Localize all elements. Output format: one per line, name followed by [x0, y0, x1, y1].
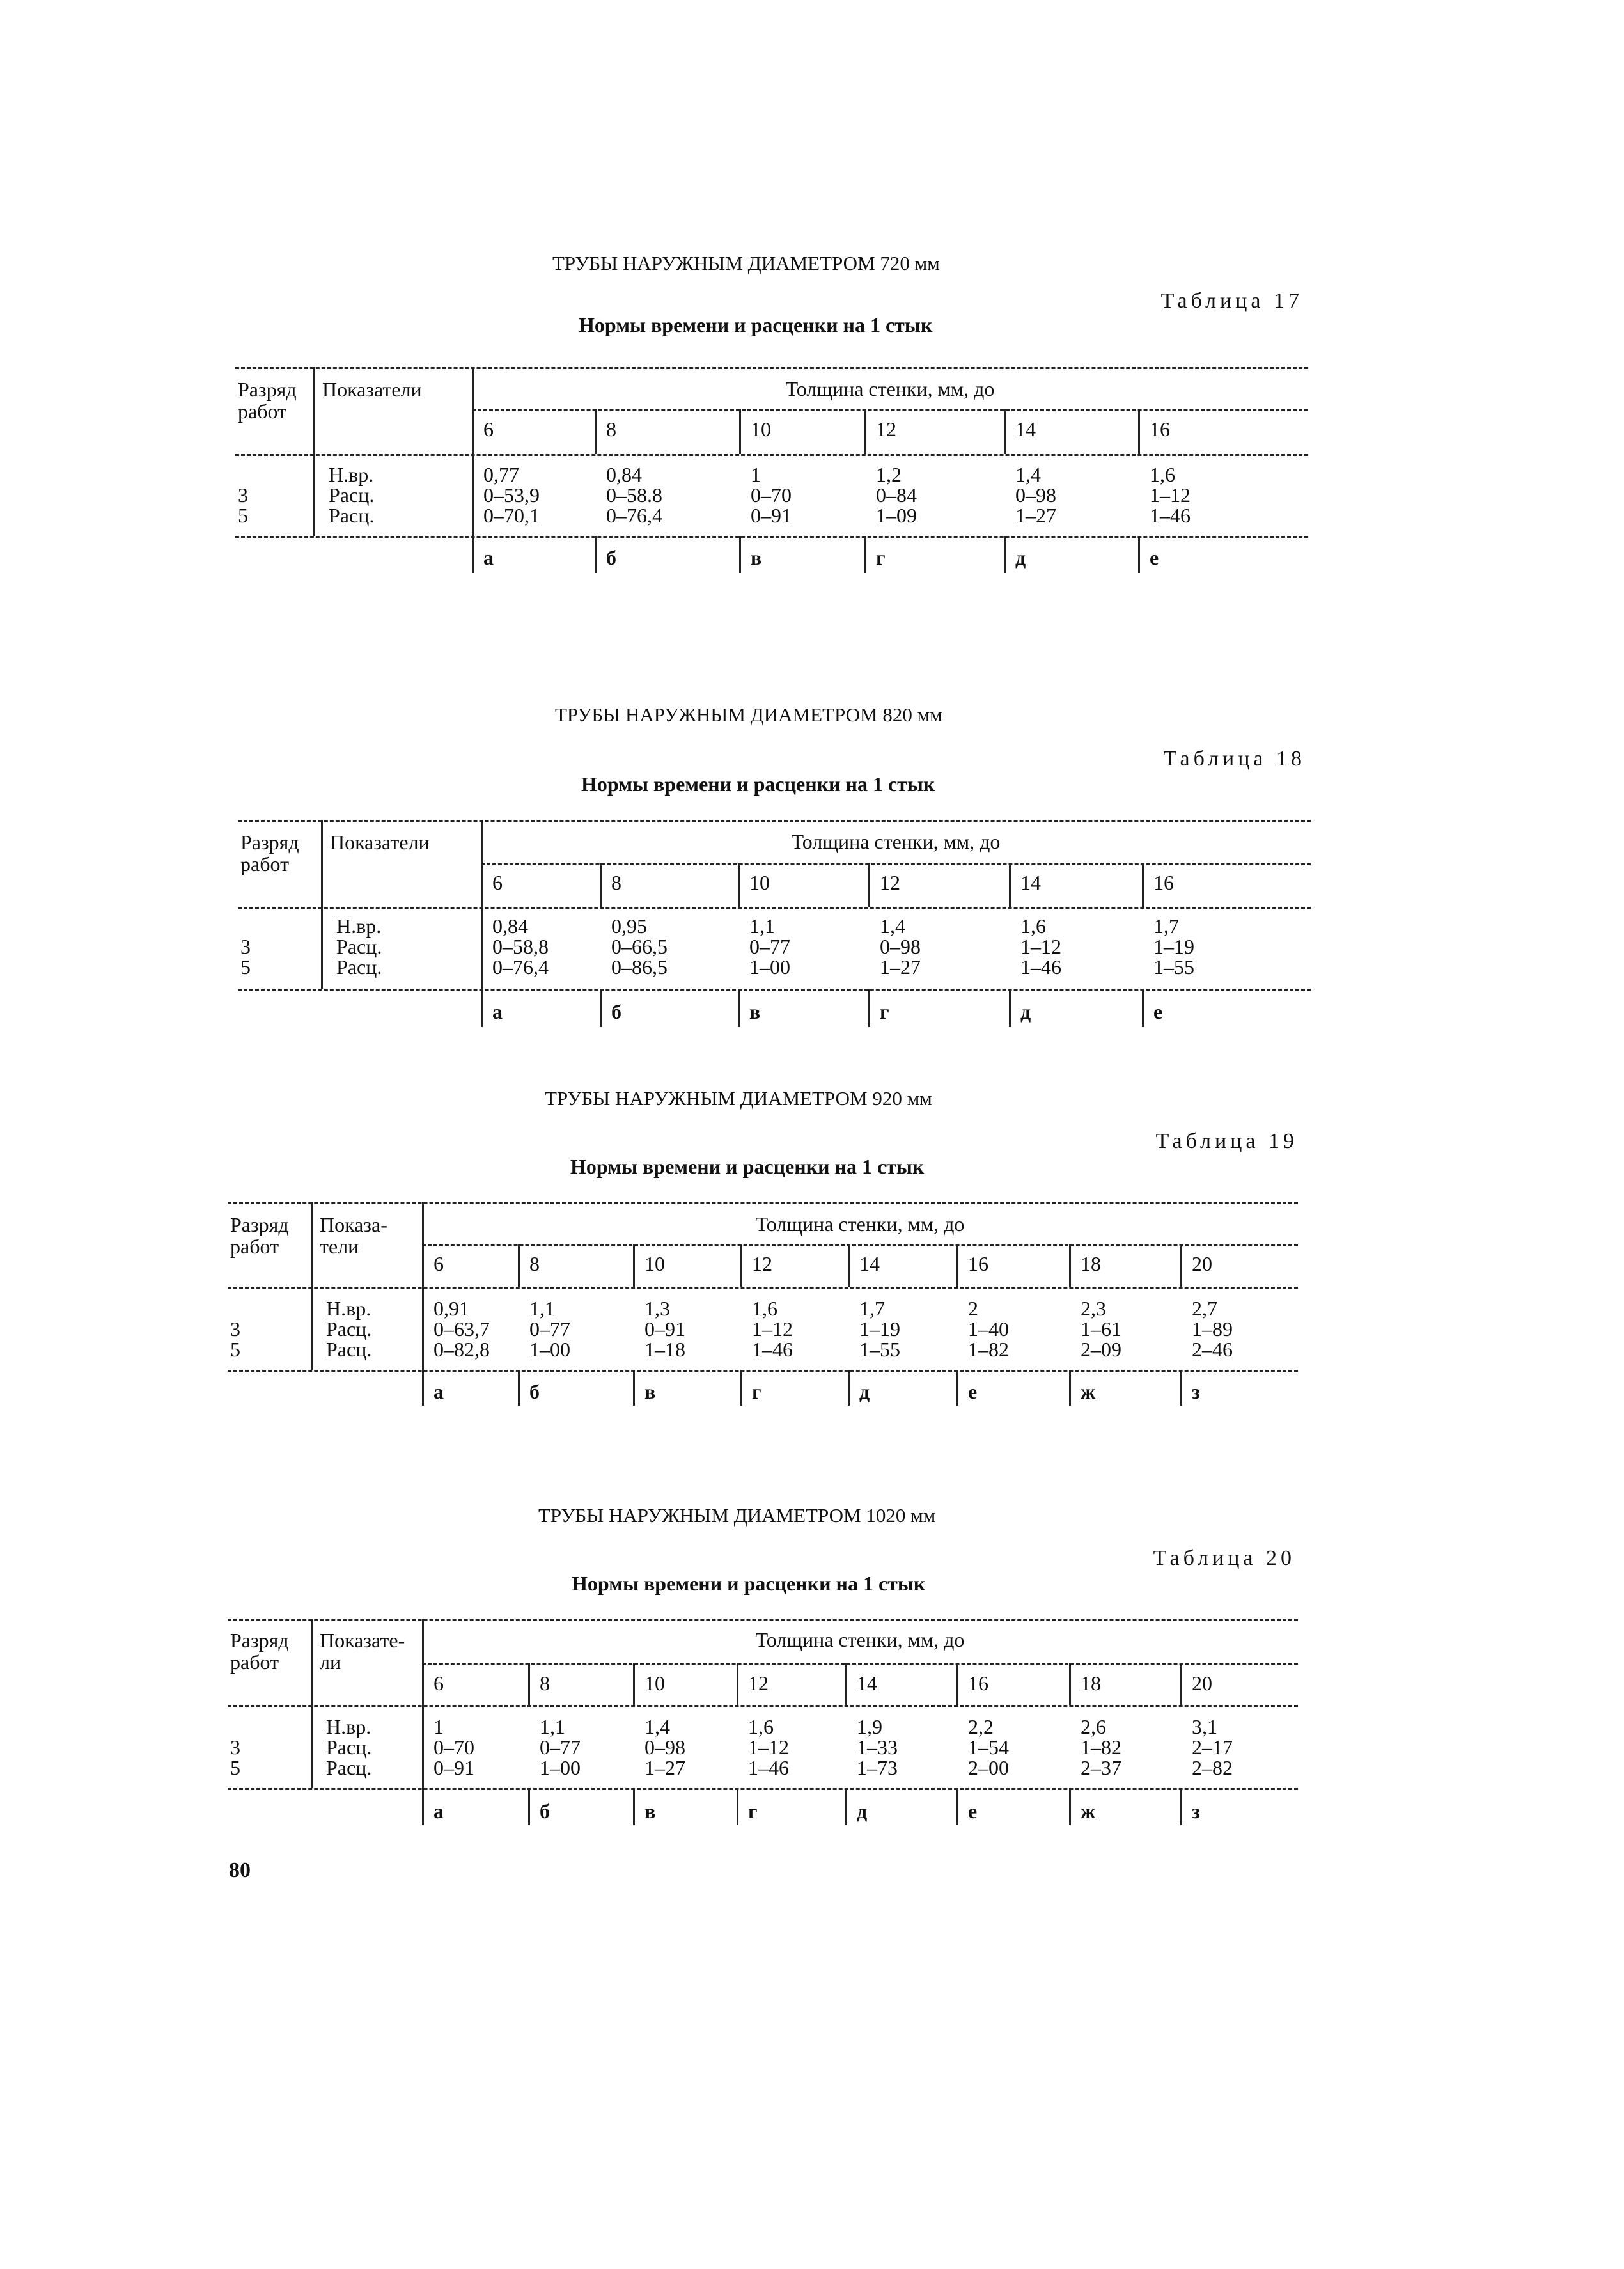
column-letter: б [611, 1000, 621, 1023]
table-cell: 1–46 [1020, 955, 1061, 978]
column-letter: г [876, 546, 886, 569]
letter-col-rule [868, 989, 870, 1027]
table-cell: 2–37 [1081, 1756, 1121, 1779]
thickness-header-rule [422, 1244, 1298, 1246]
indicator-label: Н.вр. [326, 1297, 371, 1320]
table-cell: 1,3 [644, 1297, 670, 1320]
table-cell: 1 [751, 463, 761, 486]
thickness-col-rule [1004, 409, 1006, 454]
column-rule-indicators [311, 1202, 313, 1370]
column-letter: г [880, 1000, 889, 1023]
thickness-col-rule [600, 863, 602, 907]
thickness-value: 10 [644, 1252, 665, 1275]
letter-col-rule [1004, 536, 1006, 573]
table-cell: 1–55 [859, 1338, 900, 1361]
grade-value: 5 [238, 504, 248, 527]
table-cell: 0–86,5 [611, 955, 668, 978]
header-bottom-rule [238, 907, 1311, 909]
thickness-col-rule [1138, 409, 1140, 454]
column-letter: ж [1081, 1380, 1096, 1403]
table-cell: 1,6 [1020, 915, 1046, 938]
grade-header: Разряд работ [230, 1629, 289, 1674]
table-cell: 0–58.8 [606, 483, 662, 506]
column-letter: в [749, 1000, 761, 1023]
table-cell: 1–46 [752, 1338, 793, 1361]
table-cell: 1–46 [748, 1756, 789, 1779]
letter-col-rule [518, 1370, 520, 1406]
table-cell: 1–33 [857, 1736, 898, 1759]
indicators-header: Показате- ли [320, 1629, 405, 1674]
grade-value: 5 [230, 1756, 240, 1779]
column-rule-indicators [313, 367, 315, 536]
indicator-label: Расц. [326, 1317, 372, 1340]
table-cell: 0–98 [880, 935, 921, 958]
table-cell: 0–84 [876, 483, 917, 506]
indicator-label: Н.вр. [329, 463, 374, 486]
table-cell: 1–82 [1081, 1736, 1121, 1759]
letter-col-rule [737, 1788, 738, 1825]
table-cell: 1–27 [1015, 504, 1056, 527]
table-cell: 2–82 [1192, 1756, 1233, 1779]
table-number: Таблица 17 [1160, 289, 1303, 313]
thickness-value: 8 [606, 418, 616, 441]
column-letter: в [644, 1800, 656, 1823]
letter-col-rule [1180, 1788, 1182, 1825]
table-cell: 0–53,9 [483, 483, 540, 506]
thickness-value: 18 [1081, 1672, 1101, 1695]
table-cell: 1,2 [876, 463, 902, 486]
column-letter: г [748, 1800, 758, 1823]
table-subtitle: Нормы времени и расценки на 1 стык [581, 773, 935, 796]
table-cell: 2,7 [1192, 1297, 1217, 1320]
table-cell: 1,6 [1150, 463, 1175, 486]
column-letter: б [606, 546, 616, 569]
indicators-header: Показатели [322, 378, 422, 401]
column-letter: в [644, 1380, 656, 1403]
letter-col-rule [1069, 1788, 1071, 1825]
letter-col-rule [1180, 1370, 1182, 1406]
grade-value: 5 [240, 955, 251, 978]
thickness-col-rule [633, 1244, 635, 1287]
table-cell: 1–46 [1150, 504, 1191, 527]
table-cell: 1–73 [857, 1756, 898, 1779]
column-letter: з [1192, 1800, 1200, 1823]
table-cell: 1–89 [1192, 1317, 1233, 1340]
table-cell: 2–46 [1192, 1338, 1233, 1361]
thickness-value: 8 [540, 1672, 550, 1695]
table-cell: 1–00 [749, 955, 790, 978]
table-cell: 1–19 [1153, 935, 1194, 958]
thickness-value: 16 [968, 1252, 988, 1275]
thickness-value: 8 [611, 871, 621, 894]
table-cell: 1,6 [752, 1297, 777, 1320]
body-bottom-rule [228, 1788, 1298, 1790]
thickness-header: Толщина стенки, мм, до [755, 1628, 965, 1651]
thickness-header-rule [481, 863, 1311, 865]
indicators-header: Показа- тели [320, 1213, 387, 1258]
thickness-col-rule [1069, 1244, 1071, 1287]
grade-header: Разряд работ [240, 831, 299, 875]
thickness-col-rule [518, 1244, 520, 1287]
column-letter: г [752, 1380, 761, 1403]
table-cell: 0,84 [492, 915, 528, 938]
table-subtitle: Нормы времени и расценки на 1 стык [579, 313, 933, 336]
table-cell: 1,1 [749, 915, 775, 938]
thickness-value: 10 [749, 871, 770, 894]
thickness-col-rule [739, 409, 741, 454]
table-cell: 0,95 [611, 915, 647, 938]
table-cell: 1–27 [644, 1756, 685, 1779]
table-cell: 0–58,8 [492, 935, 549, 958]
grade-value: 3 [240, 935, 251, 958]
table-cell: 0,91 [433, 1297, 469, 1320]
thickness-value: 12 [752, 1252, 772, 1275]
thickness-header-rule [422, 1663, 1298, 1665]
table-top-rule [238, 820, 1311, 822]
table-cell: 1–82 [968, 1338, 1009, 1361]
column-letter: д [857, 1800, 868, 1823]
thickness-col-rule [633, 1663, 635, 1705]
letter-col-rule [528, 1788, 530, 1825]
thickness-col-rule [528, 1663, 530, 1705]
thickness-value: 6 [433, 1252, 444, 1275]
thickness-col-rule [845, 1663, 847, 1705]
indicator-label: Расц. [336, 935, 382, 958]
page-number: 80 [229, 1858, 251, 1882]
thickness-header: Толщина стенки, мм, до [791, 830, 1001, 853]
column-letter: ж [1081, 1800, 1096, 1823]
table-heading: ТРУБЫ НАРУЖНЫМ ДИАМЕТРОМ 920 мм [545, 1087, 932, 1110]
indicator-label: Н.вр. [336, 915, 382, 938]
column-letter: д [1015, 546, 1026, 569]
table-top-rule [228, 1619, 1298, 1621]
table-cell: 1–54 [968, 1736, 1009, 1759]
table-cell: 1–12 [1020, 935, 1061, 958]
table-cell: 2–17 [1192, 1736, 1233, 1759]
thickness-col-rule [1180, 1244, 1182, 1287]
grade-value: 3 [230, 1736, 240, 1759]
thickness-value: 8 [529, 1252, 540, 1275]
indicator-label: Расц. [336, 955, 382, 978]
column-rule-values [422, 1619, 424, 1825]
indicator-label: Н.вр. [326, 1715, 371, 1738]
column-rule-indicators [311, 1619, 313, 1788]
column-letter: а [433, 1380, 444, 1403]
thickness-value: 12 [748, 1672, 769, 1695]
table-cell: 1–12 [752, 1317, 793, 1340]
indicator-label: Расц. [326, 1338, 372, 1361]
table-heading: ТРУБЫ НАРУЖНЫМ ДИАМЕТРОМ 1020 мм [538, 1504, 936, 1527]
thickness-col-rule [1180, 1663, 1182, 1705]
thickness-value: 14 [1015, 418, 1036, 441]
table-cell: 0–91 [433, 1756, 474, 1779]
thickness-col-rule [956, 1244, 958, 1287]
table-cell: 0–77 [749, 935, 790, 958]
thickness-value: 6 [483, 418, 494, 441]
table-cell: 2,2 [968, 1715, 994, 1738]
thickness-value: 12 [880, 871, 900, 894]
table-cell: 0–98 [1015, 483, 1056, 506]
table-number: Таблица 19 [1155, 1129, 1298, 1153]
thickness-col-rule [956, 1663, 958, 1705]
thickness-col-rule [738, 863, 740, 907]
column-letter: а [492, 1000, 503, 1023]
column-letter: б [540, 1800, 550, 1823]
table-cell: 0–91 [644, 1317, 685, 1340]
letter-col-rule [1142, 989, 1144, 1027]
column-letter: д [859, 1380, 870, 1403]
thickness-col-rule [740, 1244, 742, 1287]
table-cell: 1,4 [644, 1715, 670, 1738]
table-cell: 1–19 [859, 1317, 900, 1340]
column-letter: а [483, 546, 494, 569]
indicator-label: Расц. [329, 483, 375, 506]
table-cell: 0–70 [433, 1736, 474, 1759]
column-letter: д [1020, 1000, 1031, 1023]
table-cell: 0–63,7 [433, 1317, 490, 1340]
table-cell: 3,1 [1192, 1715, 1217, 1738]
thickness-col-rule [848, 1244, 850, 1287]
grade-value: 5 [230, 1338, 240, 1361]
table-cell: 1,1 [529, 1297, 555, 1320]
letter-col-rule [600, 989, 602, 1027]
thickness-col-rule [868, 863, 870, 907]
table-cell: 1,7 [1153, 915, 1179, 938]
thickness-col-rule [1009, 863, 1011, 907]
grade-header: Разряд работ [238, 378, 297, 423]
thickness-value: 20 [1192, 1672, 1212, 1695]
letter-col-rule [1069, 1370, 1071, 1406]
thickness-value: 14 [857, 1672, 877, 1695]
header-bottom-rule [235, 454, 1308, 456]
table-cell: 0,84 [606, 463, 642, 486]
thickness-value: 16 [1150, 418, 1170, 441]
column-letter: в [751, 546, 762, 569]
column-letter: з [1192, 1380, 1200, 1403]
thickness-value: 12 [876, 418, 896, 441]
table-cell: 1–09 [876, 504, 917, 527]
column-letter: а [433, 1800, 444, 1823]
letter-col-rule [956, 1370, 958, 1406]
table-cell: 1,9 [857, 1715, 882, 1738]
thickness-header-rule [472, 409, 1308, 411]
column-letter: е [968, 1380, 978, 1403]
header-bottom-rule [228, 1287, 1298, 1289]
table-cell: 0,77 [483, 463, 519, 486]
indicator-label: Расц. [326, 1736, 372, 1759]
table-cell: 1,4 [880, 915, 905, 938]
table-cell: 0–66,5 [611, 935, 668, 958]
table-cell: 2,6 [1081, 1715, 1106, 1738]
indicator-label: Расц. [326, 1756, 372, 1779]
letter-col-rule [848, 1370, 850, 1406]
thickness-value: 18 [1081, 1252, 1101, 1275]
body-bottom-rule [235, 536, 1308, 538]
column-letter: е [1150, 546, 1159, 569]
table-subtitle: Нормы времени и расценки на 1 стык [570, 1155, 925, 1178]
table-cell: 0–91 [751, 504, 792, 527]
table-cell: 0–76,4 [492, 955, 549, 978]
thickness-col-rule [737, 1663, 738, 1705]
letter-col-rule [595, 536, 597, 573]
indicators-header: Показатели [330, 831, 430, 854]
thickness-col-rule [864, 409, 866, 454]
letter-col-rule [739, 536, 741, 573]
thickness-value: 10 [751, 418, 771, 441]
letter-col-rule [1138, 536, 1140, 573]
table-subtitle: Нормы времени и расценки на 1 стык [572, 1572, 926, 1595]
thickness-col-rule [595, 409, 597, 454]
table-cell: 2–09 [1081, 1338, 1121, 1361]
table-cell: 1,7 [859, 1297, 885, 1320]
table-cell: 0–70 [751, 483, 792, 506]
table-cell: 1,6 [748, 1715, 774, 1738]
thickness-value: 14 [859, 1252, 880, 1275]
letter-col-rule [738, 989, 740, 1027]
table-cell: 0–98 [644, 1736, 685, 1759]
thickness-value: 10 [644, 1672, 665, 1695]
body-bottom-rule [228, 1370, 1298, 1372]
letter-col-rule [845, 1788, 847, 1825]
table-cell: 1–27 [880, 955, 921, 978]
thickness-value: 6 [492, 871, 503, 894]
column-letter: е [1153, 1000, 1163, 1023]
thickness-value: 16 [1153, 871, 1174, 894]
column-letter: б [529, 1380, 540, 1403]
table-cell: 2–00 [968, 1756, 1009, 1779]
table-top-rule [228, 1202, 1298, 1204]
thickness-value: 20 [1192, 1252, 1212, 1275]
table-cell: 1 [433, 1715, 444, 1738]
grade-header: Разряд работ [230, 1213, 289, 1258]
header-bottom-rule [228, 1705, 1298, 1707]
table-cell: 0–70,1 [483, 504, 540, 527]
body-bottom-rule [238, 989, 1311, 991]
letter-col-rule [740, 1370, 742, 1406]
table-cell: 1–00 [540, 1756, 581, 1779]
letter-col-rule [633, 1788, 635, 1825]
thickness-col-rule [1069, 1663, 1071, 1705]
table-heading: ТРУБЫ НАРУЖНЫМ ДИАМЕТРОМ 720 мм [552, 252, 940, 274]
table-number: Таблица 18 [1163, 747, 1306, 771]
table-cell: 0–82,8 [433, 1338, 490, 1361]
table-cell: 1–12 [1150, 483, 1191, 506]
thickness-value: 14 [1020, 871, 1041, 894]
table-cell: 1–55 [1153, 955, 1194, 978]
column-letter: е [968, 1800, 978, 1823]
table-cell: 2,3 [1081, 1297, 1106, 1320]
thickness-header: Толщина стенки, мм, до [755, 1213, 965, 1236]
table-cell: 2 [968, 1297, 978, 1320]
table-number: Таблица 20 [1153, 1546, 1295, 1570]
thickness-col-rule [1142, 863, 1144, 907]
table-cell: 0–76,4 [606, 504, 662, 527]
thickness-value: 16 [968, 1672, 988, 1695]
letter-col-rule [864, 536, 866, 573]
table-top-rule [235, 367, 1308, 369]
table-cell: 1–18 [644, 1338, 685, 1361]
table-cell: 1–12 [748, 1736, 789, 1759]
table-cell: 1,4 [1015, 463, 1041, 486]
table-cell: 0–77 [529, 1317, 570, 1340]
table-cell: 0–77 [540, 1736, 581, 1759]
grade-value: 3 [238, 483, 248, 506]
thickness-value: 6 [433, 1672, 444, 1695]
letter-col-rule [956, 1788, 958, 1825]
table-cell: 1,1 [540, 1715, 565, 1738]
table-cell: 1–00 [529, 1338, 570, 1361]
indicator-label: Расц. [329, 504, 375, 527]
table-cell: 1–40 [968, 1317, 1009, 1340]
grade-value: 3 [230, 1317, 240, 1340]
table-cell: 1–61 [1081, 1317, 1121, 1340]
thickness-header: Толщина стенки, мм, до [785, 377, 995, 400]
letter-col-rule [633, 1370, 635, 1406]
column-rule-indicators [321, 820, 323, 989]
letter-col-rule [1009, 989, 1011, 1027]
table-heading: ТРУБЫ НАРУЖНЫМ ДИАМЕТРОМ 820 мм [555, 703, 942, 726]
